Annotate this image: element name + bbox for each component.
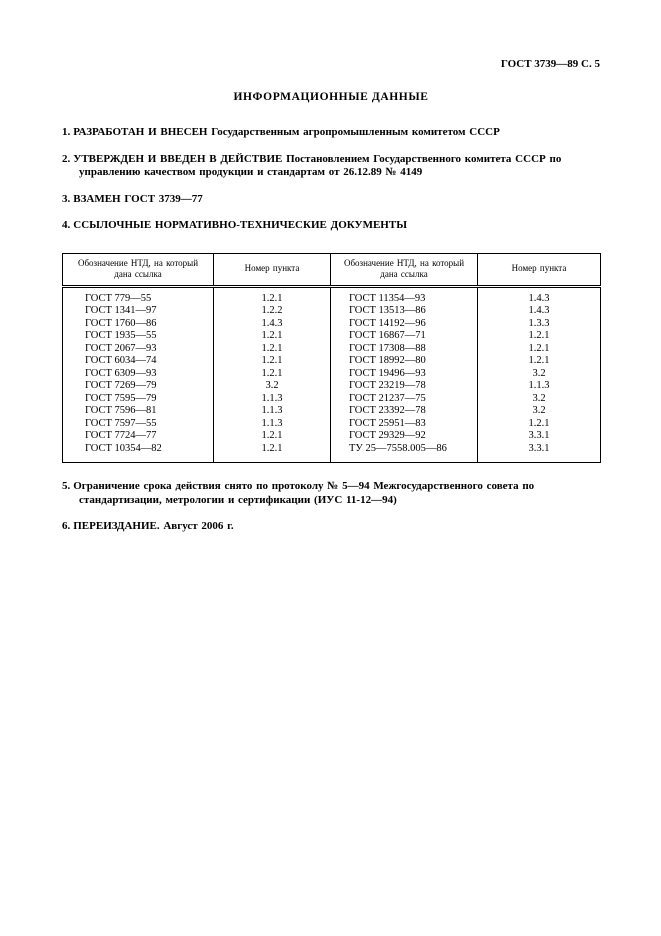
table-row <box>63 380 601 393</box>
ntd-designation-cell: ГОСТ 11354—93 <box>331 286 478 305</box>
clause-number-cell: 1.1.3 <box>214 418 331 431</box>
table-row <box>63 343 601 356</box>
table-row <box>63 405 601 418</box>
ntd-designation-cell: ГОСТ 2067—93 <box>63 343 214 356</box>
table-row <box>63 305 601 318</box>
item-text: ВЗАМЕН ГОСТ 3739—77 <box>73 192 203 205</box>
column-header-ntd-designation: Обозначение НТД, на который дана ссылка <box>63 253 214 286</box>
ntd-designation-cell: ГОСТ 7597—55 <box>63 418 214 431</box>
ntd-designation-cell: ГОСТ 16867—71 <box>331 330 478 343</box>
page-title: ИНФОРМАЦИОННЫЕ ДАННЫЕ <box>233 91 429 103</box>
item-text: РАЗРАБОТАН И ВНЕСЕН Государственным агропромышленным комитетом СССР <box>73 126 500 138</box>
page-header-standard-number: ГОСТ 3739—89 С. 5 <box>500 58 600 70</box>
ntd-designation-cell: ГОСТ 13513—86 <box>331 305 478 318</box>
reference-documents-table <box>62 253 601 464</box>
ntd-designation-cell: ГОСТ 779—55 <box>63 286 214 305</box>
clause-number-cell: 1.4.3 <box>478 305 601 318</box>
clause-number-cell: 3.2 <box>478 393 601 406</box>
clause-number-cell: 3.3.1 <box>478 443 601 463</box>
ntd-designation-cell: ГОСТ 25951—83 <box>331 418 478 431</box>
ntd-designation-cell: ГОСТ 19496—93 <box>331 368 478 381</box>
item-6-reissue <box>62 520 600 534</box>
table-row <box>63 430 601 443</box>
item-text: ССЫЛОЧНЫЕ НОРМАТИВНО-ТЕХНИЧЕСКИЕ ДОКУМЕНТЫ <box>73 219 407 231</box>
clause-number-cell: 1.4.3 <box>214 318 331 331</box>
item-number: 5. <box>62 480 71 492</box>
clause-number-cell: 1.2.1 <box>214 355 331 368</box>
clause-number-cell: 1.2.1 <box>478 355 601 368</box>
column-header-clause-number: Номер пункта <box>214 253 331 286</box>
clause-number-cell: 3.2 <box>214 380 331 393</box>
item-number: 2. <box>62 152 71 165</box>
ntd-table-body <box>63 286 601 463</box>
clause-number-cell: 3.2 <box>478 368 601 381</box>
ntd-designation-cell: ГОСТ 10354—82 <box>63 443 214 463</box>
ntd-designation-cell: ГОСТ 1760—86 <box>63 318 214 331</box>
clause-number-cell: 1.2.1 <box>214 286 331 305</box>
table-row <box>63 318 601 331</box>
clause-number-cell: 1.1.3 <box>214 393 331 406</box>
clause-number-cell: 1.2.1 <box>214 368 331 381</box>
item-number: 3. <box>62 192 71 205</box>
ntd-designation-cell: ГОСТ 7724—77 <box>63 430 214 443</box>
item-2-approved <box>62 153 600 180</box>
ntd-designation-cell: ГОСТ 1341—97 <box>63 305 214 318</box>
clause-number-cell: 1.1.3 <box>214 405 331 418</box>
item-1-developed <box>62 126 600 140</box>
item-text: Ограничение срока действия снято по протоколу № 5—94 Межгосударственного совета по стандартизации, метрологии и сертификации (ИУС 11-12—94) <box>73 480 535 506</box>
clause-number-cell: 1.2.1 <box>214 330 331 343</box>
ntd-designation-cell: ГОСТ 18992—80 <box>331 355 478 368</box>
clause-number-cell: 3.2 <box>478 405 601 418</box>
item-3-replaces <box>62 193 600 207</box>
table-row <box>63 393 601 406</box>
ntd-designation-cell: ГОСТ 6034—74 <box>63 355 214 368</box>
clause-number-cell: 1.2.1 <box>478 330 601 343</box>
ntd-designation-cell: ГОСТ 17308—88 <box>331 343 478 356</box>
ntd-designation-cell: ГОСТ 21237—75 <box>331 393 478 406</box>
clause-number-cell: 1.2.1 <box>478 343 601 356</box>
ntd-designation-cell: ГОСТ 14192—96 <box>331 318 478 331</box>
table-row <box>63 368 601 381</box>
ntd-designation-cell: ТУ 25—7558.005—86 <box>331 443 478 463</box>
item-4-reference-documents <box>62 219 600 233</box>
column-header-clause-number: Номер пункта <box>478 253 601 286</box>
clause-number-cell: 1.2.1 <box>214 343 331 356</box>
item-text: ПЕРЕИЗДАНИЕ. Август 2006 г. <box>73 520 234 532</box>
column-header-ntd-designation: Обозначение НТД, на который дана ссылка <box>331 253 478 286</box>
clause-number-cell: 1.4.3 <box>478 286 601 305</box>
item-text: УТВЕРЖДЕН И ВВЕДЕН В ДЕЙСТВИЕ Постановлением Государственного комитета СССР по управлению качеством продукции и стандартам от 26.12.89 № 4149 <box>73 152 562 178</box>
table-header-row <box>63 253 601 286</box>
table-row <box>63 355 601 368</box>
ntd-designation-cell: ГОСТ 23219—78 <box>331 380 478 393</box>
clause-number-cell: 1.2.1 <box>214 430 331 443</box>
clause-number-cell: 1.2.1 <box>478 418 601 431</box>
clause-number-cell: 3.3.1 <box>478 430 601 443</box>
item-number: 4. <box>62 219 71 231</box>
clause-number-cell: 1.2.1 <box>214 443 331 463</box>
ntd-designation-cell: ГОСТ 23392—78 <box>331 405 478 418</box>
item-5-validity-limit-removed <box>62 480 600 507</box>
ntd-designation-cell: ГОСТ 1935—55 <box>63 330 214 343</box>
clause-number-cell: 1.1.3 <box>478 380 601 393</box>
item-number: 1. <box>62 126 71 138</box>
table-row <box>63 443 601 463</box>
clause-number-cell: 1.2.2 <box>214 305 331 318</box>
ntd-designation-cell: ГОСТ 7269—79 <box>63 380 214 393</box>
item-number: 6. <box>62 520 71 532</box>
clause-number-cell: 1.3.3 <box>478 318 601 331</box>
ntd-designation-cell: ГОСТ 6309—93 <box>63 368 214 381</box>
table-row <box>63 286 601 305</box>
ntd-designation-cell: ГОСТ 7595—79 <box>63 393 214 406</box>
ntd-designation-cell: ГОСТ 29329—92 <box>331 430 478 443</box>
table-row <box>63 418 601 431</box>
ntd-designation-cell: ГОСТ 7596—81 <box>63 405 214 418</box>
table-row <box>63 330 601 343</box>
